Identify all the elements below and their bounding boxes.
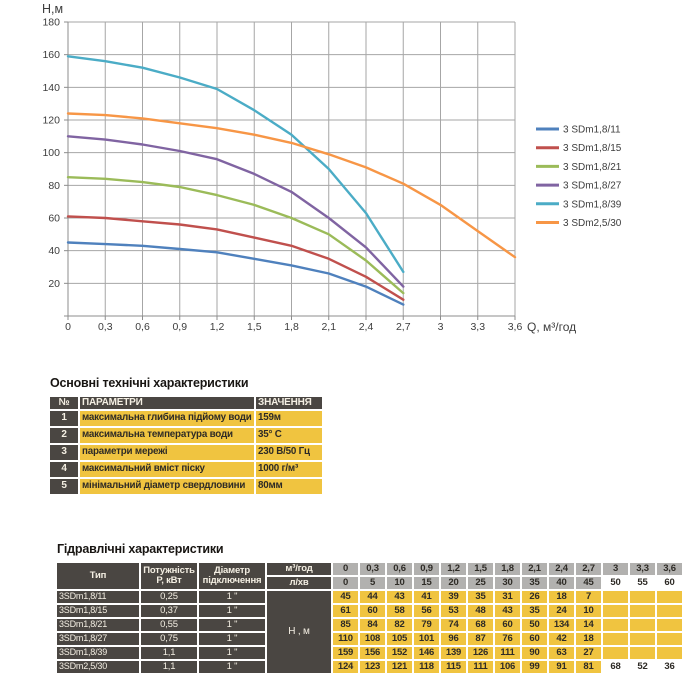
hyd-head-value-cell: 44 [360,591,385,603]
legend-label-2: 3 SDm1,8/21 [563,161,622,173]
hyd-head-value-cell: 76 [495,633,520,645]
hyd-head-value-cell: 118 [414,661,439,673]
tech-value-cell: 1000 г/м³ [256,462,322,477]
y-tick-label: 120 [42,114,60,127]
hyd-flow-lmin-cell: 10 [387,577,412,589]
series-curve-2 [68,177,403,293]
tech-value-cell: 159м [256,411,322,426]
hyd-head-value-cell: 91 [549,661,574,673]
y-tick-label: 20 [48,277,60,290]
tech-header-cell: ЗНАЧЕННЯ [256,397,322,409]
hyd-flow-m3h-cell: 2,7 [576,563,601,575]
tech-specs-section [48,376,324,496]
hyd-diameter-cell: 1 " [199,619,265,631]
hyd-head-value-cell: 115 [441,661,466,673]
hyd-head-value-cell: 106 [495,661,520,673]
hyd-row [57,605,682,617]
tech-value-cell: 230 В/50 Гц [256,445,322,460]
hyd-head-value-cell: 43 [387,591,412,603]
x-tick-label: 2,7 [395,321,411,333]
y-tick-label: 100 [42,147,60,160]
tech-header-row [50,397,322,409]
tech-param-cell: максимальна температура води [80,428,254,443]
hyd-head-value-cell [630,633,655,645]
tech-row [50,479,322,494]
hyd-flow-m3h-cell: 0,6 [387,563,412,575]
hyd-head-value-cell [603,591,628,603]
hyd-head-value-cell: 134 [549,619,574,631]
hyd-head-value-cell: 48 [468,605,493,617]
x-tick-label: 1,8 [284,321,299,333]
hyd-head-value-cell: 50 [522,619,547,631]
hyd-head-value-cell: 79 [414,619,439,631]
hyd-head-value-cell [657,619,682,631]
hyd-flow-lmin-cell: 30 [495,577,520,589]
hyd-header-diameter [199,563,265,589]
hyd-flow-lmin-cell: 20 [441,577,466,589]
tech-header-cell: № [50,397,78,409]
hyd-head-value-cell: 105 [387,633,412,645]
hyd-diameter-cell: 1 " [199,591,265,603]
header-line2: Р, кВт [156,575,182,586]
hyd-head-value-cell: 61 [333,605,358,617]
hyd-head-value-cell: 31 [495,591,520,603]
hyd-head-value-cell: 18 [549,591,574,603]
tech-row [50,428,322,443]
x-tick-label: 3,3 [470,321,486,333]
tech-param-cell: мінімальний діаметр свердловини [80,479,254,494]
hyd-head-value-cell [657,591,682,603]
hyd-head-value-cell: 111 [495,647,520,659]
header-line1: Потужність [143,564,195,576]
hyd-head-value-cell: 87 [468,633,493,645]
hyd-type-cell: 3SDm1,8/11 [57,591,139,603]
hyd-power-cell: 0,25 [141,591,197,603]
hyd-head-value-cell: 52 [630,661,655,673]
hyd-diameter-cell: 1 " [199,633,265,645]
tech-row [50,445,322,460]
hyd-header-power [141,563,197,589]
hyd-flow-m3h-cell: 1,8 [495,563,520,575]
hyd-flow-lmin-cell: 35 [522,577,547,589]
legend-label-0: 3 SDm1,8/11 [563,124,621,136]
hyd-head-value-cell [603,633,628,645]
hyd-flow-lmin-cell: 50 [603,577,628,589]
hyd-flow-m3h-cell: 0,3 [360,563,385,575]
tech-param-cell: максимальний вміст піску [80,462,254,477]
hyd-head-value-cell: 146 [414,647,439,659]
header-line1: Діаметр [214,564,250,576]
hyd-head-value-cell: 10 [576,605,601,617]
legend-label-5: 3 SDm2,5/30 [563,218,622,229]
header-line2: підключення [202,575,262,586]
hyd-head-value-cell: 101 [414,633,439,645]
hyd-head-unit-cell: Н , м [267,591,331,673]
y-axis-title: Н,м [42,2,64,16]
x-tick-label: 0,9 [172,321,188,333]
x-tick-label: 2,1 [321,321,337,333]
legend-label-4: 3 SDm1,8/39 [563,199,622,211]
hyd-head-value-cell: 84 [360,619,385,631]
hyd-head-value-cell [603,647,628,659]
hyd-head-value-cell: 41 [414,591,439,603]
header-text [201,566,263,587]
hyd-flow-lmin-cell: 15 [414,577,439,589]
hyd-flow-lmin-cell: 25 [468,577,493,589]
hyd-head-value-cell [630,605,655,617]
hyd-diameter-cell: 1 " [199,661,265,673]
y-tick-label: 40 [48,245,60,258]
hydraulic-table [55,561,684,675]
hyd-head-value-cell [630,619,655,631]
hyd-head-value-cell: 18 [576,633,601,645]
tech-row-number: 2 [50,428,78,443]
hyd-flow-m3h-cell: 1,2 [441,563,466,575]
hyd-power-cell: 0,75 [141,633,197,645]
hyd-header-flow-m3h: м³/год [267,563,331,575]
hyd-head-value-cell: 123 [360,661,385,673]
pump-performance-chart [0,0,700,348]
hyd-type-cell: 3SDm1,8/27 [57,633,139,645]
hyd-flow-m3h-cell: 2,1 [522,563,547,575]
x-tick-label: 1,5 [246,321,262,333]
hyd-header-type: Тип [57,563,139,589]
hyd-head-value-cell: 156 [360,647,385,659]
hyd-head-value-cell: 24 [549,605,574,617]
tech-row [50,462,322,477]
series-curve-3 [68,136,403,286]
hyd-flow-m3h-cell: 3,3 [630,563,655,575]
hyd-head-value-cell: 90 [522,647,547,659]
tech-row-number: 3 [50,445,78,460]
hyd-flow-lmin-cell: 60 [657,577,682,589]
hyd-head-value-cell [657,605,682,617]
y-tick-label: 60 [48,212,60,225]
tech-specs-table [48,395,324,496]
hyd-head-value-cell [630,647,655,659]
hyd-head-value-cell: 26 [522,591,547,603]
hyd-head-value-cell: 85 [333,619,358,631]
x-tick-label: 0 [65,321,71,333]
hyd-flow-lmin-cell: 55 [630,577,655,589]
hyd-head-value-cell: 96 [441,633,466,645]
hyd-head-value-cell: 99 [522,661,547,673]
hyd-head-value-cell: 121 [387,661,412,673]
hyd-head-value-cell: 60 [360,605,385,617]
hyd-head-value-cell: 152 [387,647,412,659]
hyd-head-value-cell: 108 [360,633,385,645]
hyd-row [57,661,682,673]
hyd-type-cell: 3SDm1,8/15 [57,605,139,617]
hyd-head-value-cell [657,633,682,645]
hyd-head-value-cell: 60 [495,619,520,631]
hyd-head-value-cell: 60 [522,633,547,645]
x-tick-label: 1,2 [209,321,225,333]
x-tick-label: 0,3 [97,321,113,333]
hyd-power-cell: 0,55 [141,619,197,631]
x-tick-label: 2,4 [358,321,374,333]
hyd-head-value-cell [603,605,628,617]
hyd-head-value-cell: 111 [468,661,493,673]
hyd-head-value-cell [657,647,682,659]
hyd-head-value-cell: 82 [387,619,412,631]
hyd-head-value-cell: 63 [549,647,574,659]
legend-label-3: 3 SDm1,8/27 [563,180,622,192]
x-tick-label: 3 [437,321,444,333]
hyd-head-value-cell: 7 [576,591,601,603]
hyd-row [57,633,682,645]
tech-header-cell: ПАРАМЕТРИ [80,397,254,409]
hyd-head-value-cell: 159 [333,647,358,659]
x-tick-label: 0,6 [135,321,150,333]
hyd-head-value-cell: 42 [549,633,574,645]
hyd-diameter-cell: 1 " [199,605,265,617]
hyd-head-value-cell: 35 [522,605,547,617]
header-text [143,566,195,587]
tech-param-cell: параметри мережі [80,445,254,460]
hyd-head-value-cell: 45 [333,591,358,603]
hyd-flow-lmin-cell: 45 [576,577,601,589]
hyd-flow-m3h-cell: 2,4 [549,563,574,575]
hyd-power-cell: 1,1 [141,647,197,659]
hyd-head-value-cell: 56 [414,605,439,617]
hyd-head-value-cell: 124 [333,661,358,673]
hyd-head-value-cell [603,619,628,631]
hyd-head-value-cell: 68 [603,661,628,673]
hyd-head-value-cell: 14 [576,619,601,631]
hyd-head-value-cell: 126 [468,647,493,659]
hyd-type-cell: 3SDm1,8/21 [57,619,139,631]
x-axis-title: Q, м³/год [527,320,577,334]
hyd-head-value-cell: 27 [576,647,601,659]
hyd-row [57,591,682,603]
hyd-row [57,619,682,631]
x-tick-label: 3,6 [507,321,523,333]
tech-row-number: 1 [50,411,78,426]
hyd-head-value-cell: 68 [468,619,493,631]
hyd-flow-lmin-cell: 0 [333,577,358,589]
hyd-row [57,647,682,659]
hyd-head-value-cell: 110 [333,633,358,645]
hyd-head-value-cell: 36 [657,661,682,673]
hyd-header-row-1 [57,563,682,575]
hyd-head-value-cell: 53 [441,605,466,617]
hyd-type-cell: 3SDm1,8/39 [57,647,139,659]
hyd-flow-m3h-cell: 0,9 [414,563,439,575]
hyd-head-value-cell: 81 [576,661,601,673]
y-tick-label: 140 [42,81,60,94]
hyd-flow-lmin-cell: 5 [360,577,385,589]
hyd-head-value-cell: 74 [441,619,466,631]
tech-param-cell: максимальна глибина підйому води [80,411,254,426]
y-tick-label: 160 [42,49,60,62]
hyd-header-flow-lmin: л/хв [267,577,331,589]
hyd-power-cell: 0,37 [141,605,197,617]
hyd-flow-m3h-cell: 3,6 [657,563,682,575]
hydraulic-section [55,542,684,675]
legend-label-1: 3 SDm1,8/15 [563,143,622,155]
tech-value-cell: 80мм [256,479,322,494]
tech-row-number: 5 [50,479,78,494]
y-tick-label: 180 [42,16,60,29]
hyd-head-value-cell: 139 [441,647,466,659]
tech-row [50,411,322,426]
hyd-head-value-cell [630,591,655,603]
hydraulic-title: Гідравлічні характеристики [57,542,224,556]
hyd-flow-m3h-cell: 0 [333,563,358,575]
hyd-head-value-cell: 43 [495,605,520,617]
hyd-diameter-cell: 1 " [199,647,265,659]
hyd-head-value-cell: 58 [387,605,412,617]
series-curve-1 [68,216,403,299]
hyd-type-cell: 3SDm2,5/30 [57,661,139,673]
y-tick-label: 80 [48,179,60,192]
tech-specs-title: Основні технічні характеристики [50,376,249,390]
hyd-head-value-cell: 35 [468,591,493,603]
hyd-flow-m3h-cell: 3 [603,563,628,575]
series-curve-4 [68,56,403,272]
tech-value-cell: 35° С [256,428,322,443]
tech-row-number: 4 [50,462,78,477]
hyd-head-value-cell: 39 [441,591,466,603]
hyd-flow-lmin-cell: 40 [549,577,574,589]
hyd-flow-m3h-cell: 1,5 [468,563,493,575]
hyd-power-cell: 1,1 [141,661,197,673]
